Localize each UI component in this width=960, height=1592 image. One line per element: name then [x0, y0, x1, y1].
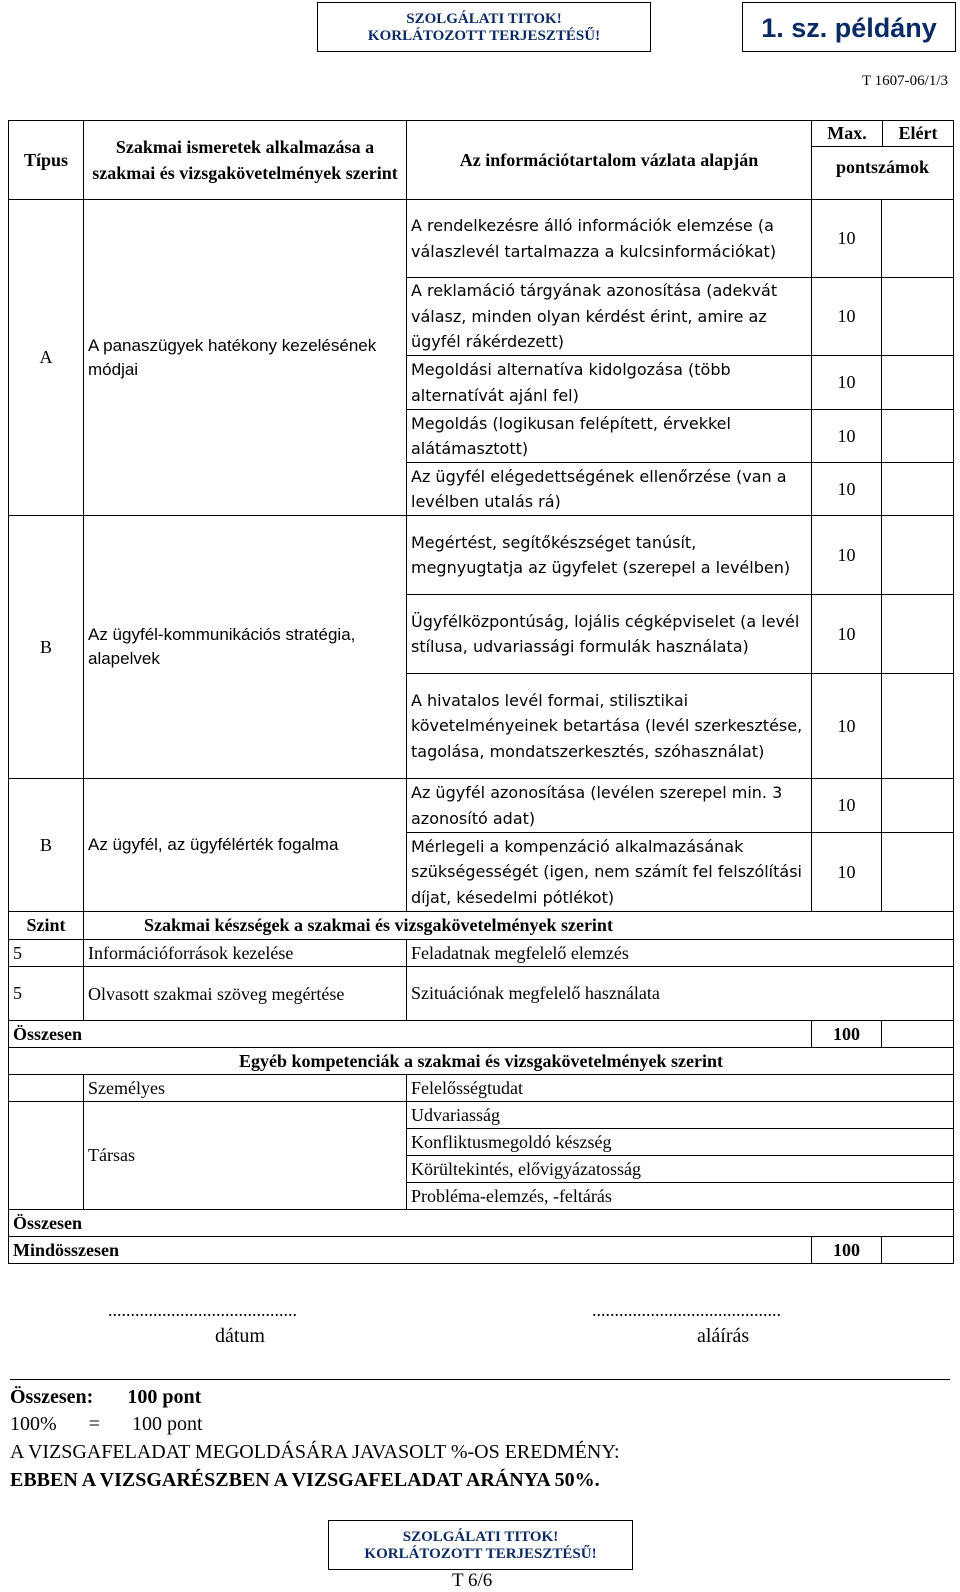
- max-points: 10: [812, 674, 882, 779]
- col-header-max: Max.: [812, 121, 883, 146]
- copy-number-box: [742, 2, 956, 52]
- personal-item: Felelősségtudat: [407, 1075, 954, 1102]
- type-cell-a: A: [9, 200, 84, 516]
- document-code: T 1607-06/1/3: [862, 73, 948, 89]
- max-points: 10: [812, 516, 882, 595]
- skills-title: [84, 912, 954, 940]
- skill-level: 5: [9, 940, 84, 967]
- date-dots: ..........................................: [108, 1300, 297, 1320]
- skill-level: 5: [9, 967, 84, 1021]
- col-header-achieved: Elért: [898, 123, 938, 143]
- skills-total-value: 100: [812, 1021, 882, 1048]
- col-header-type: Típus: [9, 121, 84, 200]
- social-label: Társas: [84, 1102, 407, 1210]
- achieved-points: [882, 779, 954, 833]
- summary-total-value: 100 pont: [127, 1386, 202, 1408]
- grand-total-achieved: [882, 1237, 954, 1264]
- other-competences-title: Egyéb kompetenciák a szakmai és vizsgakövetelmények szerint: [9, 1048, 954, 1075]
- max-points: 10: [812, 779, 882, 833]
- topic-cell-a: A panaszügyek hatékony kezelésének módjai: [84, 200, 407, 516]
- achieved-points: [882, 200, 954, 278]
- achieved-points: [882, 833, 954, 912]
- max-points: 10: [812, 356, 882, 410]
- max-points: 10: [812, 463, 882, 516]
- col-header-knowledge: Szakmai ismeretek alkalmazása a szakmai és vizsgakövetelmények szerint: [84, 121, 407, 200]
- skill-detail: Feladatnak megfelelő elemzés: [407, 940, 954, 967]
- grand-total-label: Mindösszesen: [9, 1237, 812, 1264]
- achieved-points: [882, 410, 954, 463]
- col-header-points: [812, 121, 954, 200]
- summary-total: [10, 1384, 201, 1411]
- topic-cell-b2: Az ügyfél, az ügyfélérték fogalma: [84, 779, 407, 912]
- col-header-content: Az információtartalom vázlata alapján: [407, 121, 812, 200]
- skills-total-achieved: [882, 1021, 954, 1048]
- skills-title-text: Szakmai készségek a szakmai és vizsgakövetelmények szerint: [144, 915, 613, 935]
- achieved-points: [882, 516, 954, 595]
- summary-percent-label: 100%: [10, 1413, 57, 1435]
- separator-line: [10, 1379, 950, 1380]
- max-points: 10: [812, 200, 882, 278]
- criterion-cell: A hivatalos levél formai, stilisztikai követelményeinek betartása (levél szerkesztése, tagolása, mondatszerkesztés, szóhasználat): [407, 674, 812, 779]
- criterion-cell: Mérlegeli a kompenzáció alkalmazásának szükségességét (igen, nem számít fel felszólítási díjat, késedelmi pótlékot): [407, 833, 812, 912]
- social-item: Probléma-elemzés, -feltárás: [407, 1183, 954, 1210]
- skill-detail: Szituációnak megfelelő használata: [407, 967, 954, 1021]
- criterion-cell: Megoldás (logikusan felépített, érvekkel alátámasztott): [407, 410, 812, 463]
- summary-percent-value: 100 pont: [131, 1413, 203, 1435]
- criterion-cell: Ügyfélközpontúság, lojális cégképviselet (a levél stílusa, udvariassági formulák használata): [407, 595, 812, 674]
- exam-ratio: EBBEN A VIZSGARÉSZBEN A VIZSGAFELADAT ARÁNYA 50%.: [10, 1469, 600, 1491]
- achieved-points: [882, 674, 954, 779]
- grand-total-value: 100: [812, 1237, 882, 1264]
- achieved-points: [882, 356, 954, 410]
- skills-total-label: Összesen: [9, 1021, 812, 1048]
- skills-level-header: Szint: [9, 912, 84, 940]
- criterion-cell: A rendelkezésre álló információk elemzése (a válaszlevél tartalmazza a kulcsinformációkat): [407, 200, 812, 278]
- confidential-line2: KORLÁTOZOTT TERJESZTÉSŰ!: [367, 28, 601, 44]
- criterion-cell: A reklamáció tárgyának azonosítása (adekvát válasz, minden olyan kérdést érint, amire az ügyfél rákérdezett): [407, 278, 812, 356]
- criterion-cell: Megértést, segítőkészséget tanúsít, megnyugtatja az ügyfelet (szerepel a levélben): [407, 516, 812, 595]
- other-empty-cell: [9, 1075, 84, 1102]
- type-cell-b: B: [9, 516, 84, 779]
- confidential-stamp-top: [317, 2, 651, 52]
- achieved-points: [882, 278, 954, 356]
- signature-dots: ..........................................: [592, 1300, 781, 1320]
- type-cell-b2: B: [9, 779, 84, 912]
- summary-equals: =: [88, 1413, 100, 1435]
- achieved-points: [882, 463, 954, 516]
- personal-label: Személyes: [84, 1075, 407, 1102]
- footer-confidential-line2: KORLÁTOZOTT TERJESZTÉSŰ!: [364, 1546, 597, 1562]
- evaluation-table: [8, 120, 954, 1264]
- other-empty-cell: [9, 1102, 84, 1210]
- summary-percent: [10, 1411, 203, 1438]
- copy-number: 1. sz. példány: [761, 13, 937, 43]
- max-points: 10: [812, 833, 882, 912]
- max-points: 10: [812, 595, 882, 674]
- topic-cell-b: Az ügyfél-kommunikációs stratégia, alapelvek: [84, 516, 407, 779]
- social-item: Körültekintés, elővigyázatosság: [407, 1156, 954, 1183]
- summary-total-label: Összesen:: [10, 1386, 94, 1408]
- signature-label: aláírás: [697, 1325, 750, 1347]
- confidential-line1: SZOLGÁLATI TITOK!: [406, 11, 562, 27]
- skill-name: Információforrások kezelése: [84, 940, 407, 967]
- social-item: Konfliktusmegoldó készség: [407, 1129, 954, 1156]
- max-points: 10: [812, 410, 882, 463]
- max-points: 10: [812, 278, 882, 356]
- suggested-result: A VIZSGAFELADAT MEGOLDÁSÁRA JAVASOLT %-OS EREDMÉNY:: [10, 1441, 620, 1463]
- criterion-cell: Megoldási alternatíva kidolgozása (több alternatívát ajánl fel): [407, 356, 812, 410]
- date-label: dátum: [215, 1325, 265, 1347]
- confidential-stamp-bottom: [328, 1520, 633, 1570]
- criterion-cell: Az ügyfél azonosítása (levélen szerepel min. 3 azonosító adat): [407, 779, 812, 833]
- other-total-label: Összesen: [9, 1210, 954, 1237]
- footer-confidential-line1: SZOLGÁLATI TITOK!: [402, 1529, 559, 1545]
- achieved-points: [882, 595, 954, 674]
- page-number: T 6/6: [452, 1570, 493, 1591]
- criterion-cell: Az ügyfél elégedettségének ellenőrzése (van a levélben utalás rá): [407, 463, 812, 516]
- col-header-scores: pontszámok: [835, 157, 929, 177]
- social-item: Udvariasság: [407, 1102, 954, 1129]
- skill-name: Olvasott szakmai szöveg megértése: [84, 967, 407, 1021]
